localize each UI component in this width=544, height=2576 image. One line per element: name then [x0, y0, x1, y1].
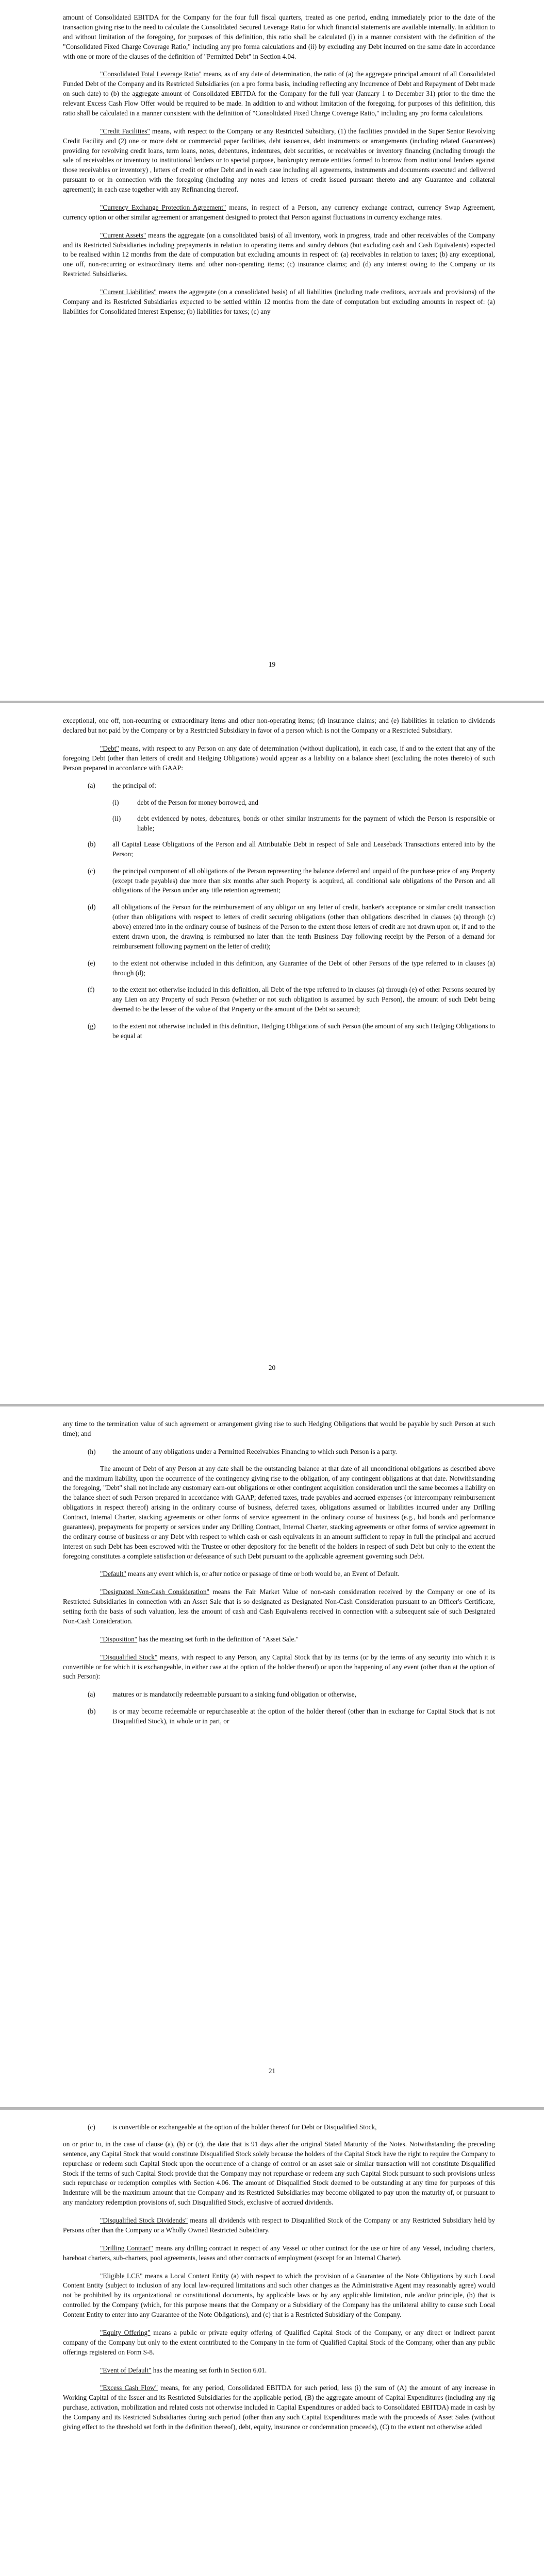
- definition-text: means, as of any date of determination, the ratio of (a) the aggregate principal amount of all Consolidated Funded Debt of the Company and its Restricted Subsidiaries (on a pro forma basis, including reflecting any Incurrence of Debt and Repayment of Debt made on such date) to (b) the aggregate amount of Consolidated EBITDA for the Company for the full year (January 1 to December 31) prior to the time the relevant Excess Cash Flow Offer would be required to be made. In addition to and without limitation of the foregoing, for purposes of this definition, this ratio shall be calculated in a manner consistent with the definition of "Consolidated Fixed Charge Coverage Ratio," including any pro forma calculations.: [63, 70, 495, 117]
- list-item: [88, 903, 495, 951]
- definition-text: means the aggregate (on a consolidated basis) of all inventory, work in progress, trade and other receivables of the Company and its Restricted Subsidiaries including prepayments in relation to operating items and sundry debtors (but excluding cash and Cash Equivalents) expected to be realised within 12 months from the date of computation but excluding amounts in respect of: (a) receivables in relation to taxes; (b) any exceptional, one off, non-recurring or extraordinary items and other non-operating items; (c) insurance claims; and (d) any interest owing to the Company or its Restricted Subsidiaries.: [63, 231, 495, 278]
- defined-term: "Eligible LCE": [100, 2272, 143, 2280]
- definition-text: means a public or private equity offering of Qualified Capital Stock of the Company, or any direct or indirect parent company of the Company but only to the extent contributed to the Company in the form of Qualified Capital Stock of the Company, other than any public offerings registered on Form S-8.: [63, 2328, 495, 2356]
- definition-consolidated-total-leverage-ratio: [63, 70, 495, 118]
- list-text: to the extent not otherwise included in this definition, all Debt of the type referred to in clauses (a) through (e) of other Persons secured by any Lien on any Property of such Person (whether or not such obligation is assumed by such Person), the amount of such Debt being deemed to be the lesser of the value of that Property or the amount of the Debt so secured;: [112, 986, 495, 1013]
- list-item: [88, 1447, 495, 1457]
- page-21: [0, 1406, 544, 2107]
- sub-list-item: [112, 814, 495, 834]
- definition-text: means any drilling contract in respect of any Vessel or other contract for the use or hire of any Vessel, including charters, bareboat charters, sub-charters, pool agreements, leases and other contracts of employment (except for an Internal Charter).: [63, 2244, 495, 2262]
- definition-designated-non-cash-consideration: [63, 1587, 495, 1626]
- list-text: debt of the Person for money borrowed, and: [137, 799, 258, 807]
- paragraph: amount of Consolidated EBITDA for the Company for the four full fiscal quarters, treated as one period, ending immediately prior to the date of the transaction giving rise to the need to calculate the Consolidated Secured Leverage Ratio for which financial statements are available internally. In addition to and without limitation of the foregoing, for purposes of this definition, this ratio shall be calculated (i) in a manner consistent with the definition of the "Consolidated Fixed Charge Coverage Ratio," including any pro forma calculations and (ii) by excluding any Debt incurred on the same date in accordance with one or more of the clauses of the definition of "Permitted Debt" in Section 4.04.: [63, 13, 495, 60]
- list-label: (ii): [112, 815, 121, 823]
- defined-term: "Consolidated Total Leverage Ratio": [100, 70, 202, 78]
- page-number: 20: [268, 1364, 276, 1371]
- page-body: [63, 1419, 495, 1734]
- definition-text: means any event which is, or after notice or passage of time or both would be, an Event of Default.: [126, 1570, 400, 1578]
- definition-text: has the meaning set forth in the definition of "Asset Sale.": [137, 1635, 299, 1643]
- definition-text: means, with respect to the Company or any Restricted Subsidiary, (1) the facilities provided in the Super Senior Revolving Credit Facility and (2) one or more debt or commercial paper facilities, debt issuances, debt instruments or arrangements (including related Guarantees) providing for revolving credit loans, term loans, notes, debentures, indentures, debt securities, or receivables or inventory financing (including through the sale of receivables or inventory to institutional lenders or to special purpose, bankruptcy remote entities formed to borrow from institutional lenders against those receivables or inventory) , letters of credit or other Debt and in each case including all agreements, instruments and documents executed and delivered pursuant to or in connection with the foregoing (including any notes and letters of credit issued pursuant thereto and any Guarantee and collateral agreement); in each case together with any Refinancing thereof.: [63, 127, 495, 193]
- list-text: the principal component of all obligations of the Person representing the balance deferred and unpaid of the purchase price of any Property (except trade payables) due more than six months after such Property is acquired, all conditional sale obligations of the Person and all obligations of the Person under any title retention agreement;: [112, 867, 495, 894]
- page-body: [63, 716, 495, 1048]
- list-text: is convertible or exchangeable at the option of the holder thereof for Debt or Disqualified Stock,: [112, 2123, 377, 2131]
- list-item: [88, 959, 495, 978]
- page-number: 19: [268, 660, 276, 668]
- list-label: (f): [88, 986, 95, 994]
- list-label: (b): [88, 1707, 96, 1716]
- definition-text: means, with respect to any Person, any Capital Stock that by its terms (or by the terms of any security into which it is convertible or for which it is exchangeable, in either case at the option of the holder thereof) or upon the happening of any event (other than at the option of such Person):: [63, 1653, 495, 1681]
- list-label: (a): [88, 782, 95, 790]
- list-label: (a): [88, 1690, 95, 1699]
- defined-term: "Currency Exchange Protection Agreement": [100, 203, 226, 211]
- page-22: [0, 2110, 544, 2576]
- defined-term: "Disqualified Stock": [100, 1653, 158, 1661]
- definition-disqualified-stock-dividends: [63, 2216, 495, 2235]
- definition-event-of-default: [63, 2366, 495, 2376]
- definition-text: means the aggregate (on a consolidated basis) of all liabilities (including trade creditors, accruals and provisions) of the Company and its Restricted Subsidiaries expected to be settled within 12 months from the date of computation but excluding amounts in respect of: (a) liabilities for Consolidated Interest Expense; (b) liabilities for taxes; (c) any: [63, 288, 495, 315]
- list-continuation: any time to the termination value of such agreement or arrangement giving rise to such Hedging Obligations that would be payable by such Person at such time); and: [63, 1420, 495, 1437]
- paragraph: on or prior to, in the case of clause (a), (b) or (c), the date that is 91 days after the original Stated Maturity of the Notes. Notwithstanding the preceding sentence, any Capital Stock that would constitute Disqualified Stock solely because the holders of the Capital Stock have the right to require the Company to repurchase or redeem such Capital Stock upon the occurrence of a change of control or an asset sale or similar transaction will not constitute Disqualified Stock if the terms of such Capital Stock provide that the Company may not repurchase or redeem any such Capital Stock pursuant to such provisions unless such repurchase or redemption complies with Section 4.06. The amount of Disqualified Stock deemed to be outstanding at any time for purposes of this Indenture will be the maximum amount that the Company and its Restricted Subsidiaries may become obligated to pay upon the maturity of, or pursuant to any mandatory redemption provisions of, such Disqualified Stock, exclusive of accrued dividends.: [63, 2140, 495, 2207]
- paragraph: The amount of Debt of any Person at any date shall be the outstanding balance at that date of all unconditional obligations as described above and the maximum liability, upon the occurrence of the contingency giving rise to the obligation, of any contingent obligations at that date. Notwithstanding the foregoing, "Debt" shall not include any customary earn-out obligations or other contingent acquisition consideration until the same becomes a liability on the balance sheet of such Person prepared in accordance with GAAP; deferred taxes, trade payables and accrued expenses (or intercompany reimbursement obligations in respect thereof) arising in the ordinary course of business, deferred taxes, obligations assumed or liabilities incurred under any Drilling Contract, Internal Charter, stacking agreements or other forms of service agreement in the ordinary course of business (e.g., bid bonds and performance guarantees), prepayments for property or services under any Drilling Contract, Internal Charter, stacking agreements or other forms of service agreement in the ordinary course of business or any Debt with respect to which cash or cash equivalents in an amount sufficient to repay in full the principal and accrued interest on such Debt has been escrowed with the Trustee or other depository for the benefit of the holders in respect of such Debt but only to the extent the foregoing constitutes a complete satisfaction or defeasance of such Debt pursuant to the applicable agreement governing such Debt.: [63, 1464, 495, 1560]
- defined-term: "Current Liabilities": [100, 288, 157, 296]
- page-body: [63, 13, 495, 325]
- list-label: (b): [88, 840, 96, 848]
- list-label: (d): [88, 903, 96, 911]
- defined-term: "Equity Offering": [100, 2328, 151, 2336]
- definition-text: means the Fair Market Value of non-cash consideration received by the Company or one of its Restricted Subsidiaries in connection with an Asset Sale that is so designated as Designated Non-Cash Consideration pursuant to an Officer's Certificate, setting forth the basis of such valuation, less the amount of cash and Cash Equivalents received in connection with a subsequent sale of such Designated Non-Cash Consideration.: [63, 1588, 496, 1625]
- defined-term: "Current Assets": [100, 231, 146, 239]
- definition-disposition: [63, 1635, 495, 1645]
- defined-term: "Disposition": [100, 1635, 138, 1643]
- page-19: [0, 0, 544, 701]
- list-text: is or may become redeemable or repurchaseable at the option of the holder thereof (other than in exchange for Capital Stock that is not Disqualified Stock), in whole or in part, or: [112, 1707, 495, 1725]
- defined-term: "Excess Cash Flow": [100, 2384, 158, 2392]
- list-text: all Capital Lease Obligations of the Person and all Attributable Debt in respect of Sale and Leaseback Transactions entered into by the Person;: [112, 840, 495, 858]
- list-text: to the extent not otherwise included in this definition, Hedging Obligations of such Person (the amount of any such Hedging Obligations to be equal at: [112, 1022, 495, 1040]
- list-item: [88, 985, 495, 1014]
- list-text: debt evidenced by notes, debentures, bonds or other similar instruments for the payment of which the Person is responsible or liable;: [137, 815, 495, 832]
- list-label: (i): [112, 799, 119, 807]
- list-item: [88, 1022, 495, 1041]
- list-text: the amount of any obligations under a Permitted Receivables Financing to which such Person is a party.: [112, 1447, 397, 1455]
- list-item: [88, 840, 495, 859]
- list-item: [88, 1707, 495, 1726]
- list-text: to the extent not otherwise included in this definition, any Guarantee of the Debt of other Persons of the type referred to in clauses (a) through (d);: [112, 959, 495, 977]
- list-item: [88, 867, 495, 896]
- definition-text: has the meaning set forth in Section 6.01.: [151, 2366, 267, 2374]
- definition-text: means a Local Content Entity (a) with respect to which the provision of a Guarantee of the Note Obligations by such Local Content Entity (subject to inclusion of any local law-required limitations and such other changes as the Administrative Agent may reasonably agree) would not be prohibited by its organizational or constitutional documents, by applicable laws or by any applicable limitation, rule and/or principle, (b) that is controlled by the Company (which, for this purpose means that the Company or a Subsidiary of the Company has the unilateral ability to cause such Local Content Entity to enter into any Guarantee of the Note Obligations), and (c) that is a Restricted Subsidiary of the Company.: [63, 2272, 495, 2318]
- definition-equity-offering: [63, 2328, 495, 2358]
- definition-excess-cash-flow: [63, 2383, 495, 2432]
- definition-current-assets: [63, 231, 495, 279]
- definition-text: means, in respect of a Person, any currency exchange contract, currency Swap Agreement, currency option or other similar agreement or arrangement designed to protect that Person against fluctuations in currency exchange rates.: [63, 203, 495, 221]
- defined-term: "Debt": [100, 744, 119, 752]
- list-item: [88, 2123, 495, 2132]
- definition-currency-exchange-protection-agreement: [63, 203, 495, 223]
- list-label: (c): [88, 867, 95, 875]
- definition-drilling-contract: [63, 2244, 495, 2263]
- definition-credit-facilities: [63, 127, 495, 195]
- list-text: matures or is mandatorily redeemable pursuant to a sinking fund obligation or otherwise,: [112, 1690, 357, 1699]
- list-label: (e): [88, 959, 95, 967]
- definition-text: means all dividends with respect to Disqualified Stock of the Company or any Restricted Subsidiary held by Persons other than the Company or a Wholly Owned Restricted Subsidiary.: [63, 2216, 495, 2234]
- defined-term: "Disqualified Stock Dividends": [100, 2216, 188, 2224]
- definition-text: means, with respect to any Person on any date of determination (without duplication), in each case, if and to the extent that any of the foregoing Debt (other than letters of credit and Hedging Obligations) would appear as a liability on a balance sheet (excluding the notes thereto) of such Person prepared in accordance with GAAP:: [63, 744, 495, 772]
- page-number: 21: [268, 2067, 276, 2075]
- list-text: the principal of:: [112, 782, 156, 790]
- defined-term: "Default": [100, 1570, 126, 1578]
- definition-eligible-lce: [63, 2272, 495, 2320]
- page-body: [63, 2123, 495, 2441]
- sub-list-item: [112, 798, 495, 808]
- definition-text: means, for any period, Consolidated EBITDA for such period, less (i) the sum of (A) the amount of any increase in Working Capital of the Issuer and its Restricted Subsidiaries for the applicable period, (B) the aggregate amount of Capital Expenditures (including any rig purchase, activation, mobilization and related costs not otherwise included in Capital Expenditures or added back to Consolidated EBITDA) made in cash by the Company and its Restricted Subsidiaries during such period (other than any such Capital Expenditures made with the proceeds of Asset Sales (without giving effect to the threshold set forth in the definition thereof), debt, equity, insurance or condemnation proceeds), (C) to the extent not otherwise added: [63, 2384, 495, 2431]
- list-item: [88, 781, 495, 791]
- paragraph: exceptional, one off, non-recurring or extraordinary items and other non-operating items; (d) insurance claims; and (e) liabilities in relation to dividends declared but not paid by the Company or by a Restricted Subsidiary in favor of a person which is not the Company or a Restricted Subsidiary.: [63, 717, 495, 734]
- definition-disqualified-stock: [63, 1653, 495, 1682]
- defined-term: "Credit Facilities": [100, 127, 150, 135]
- definition-current-liabilities: [63, 287, 495, 317]
- definition-debt: [63, 744, 495, 773]
- defined-term: "Designated Non-Cash Consideration": [100, 1588, 210, 1596]
- list-label: (g): [88, 1022, 96, 1030]
- list-label: (c): [88, 2123, 95, 2131]
- list-label: (h): [88, 1447, 96, 1455]
- list-text: all obligations of the Person for the reimbursement of any obligor on any letter of credit, banker's acceptance or similar credit transaction (other than obligations with respect to letters of credit securing obligations (other than obligations described in clauses (a) through (c) above) entered into in the ordinary course of business of the Person to the extent those letters of credit are not drawn upon or, if and to the extent drawn upon, the drawing is reimbursed no later than the tenth Business Day following receipt by the Person of a demand for reimbursement following payment on the letter of credit);: [112, 903, 495, 950]
- defined-term: "Drilling Contract": [100, 2244, 153, 2252]
- list-item: [88, 1690, 495, 1700]
- defined-term: "Event of Default": [100, 2366, 152, 2374]
- page-20: [0, 703, 544, 1404]
- definition-default: [63, 1569, 495, 1579]
